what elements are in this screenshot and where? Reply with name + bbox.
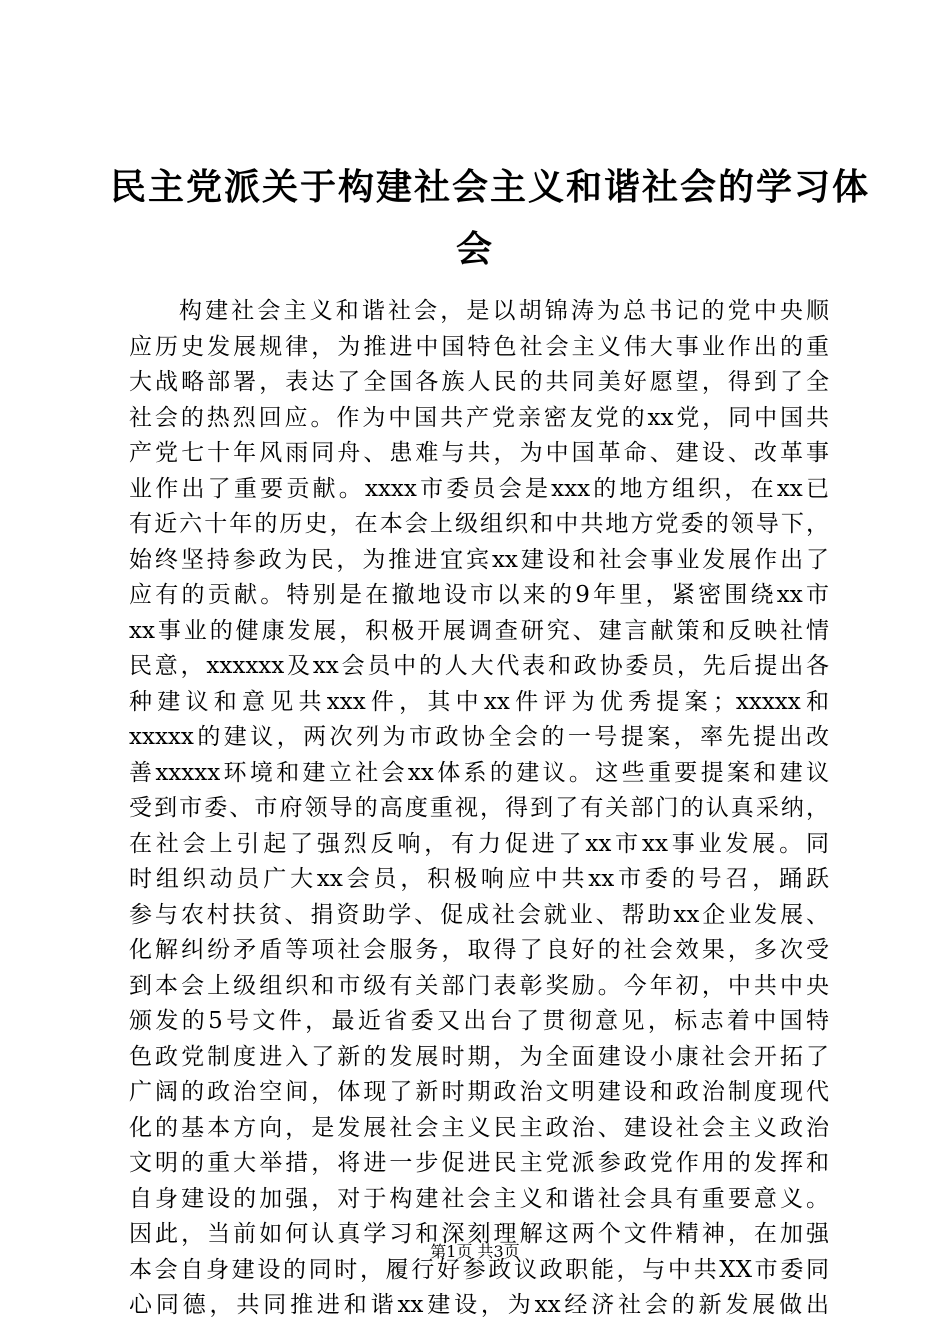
page-footer: 第1页 共3页 [430, 1242, 520, 1261]
body-line: 文明的重大举措，将进一步促进民主党派参政党作用的发挥和 [129, 1150, 829, 1176]
body-line: 在社会上引起了强烈反响，有力促进了xx市xx事业发展。同 [129, 830, 829, 857]
body-line: 自身建设的加强，对于构建社会主义和谐社会具有重要意义。 [129, 1185, 829, 1212]
body-line: 时组织动员广大xx会员，积极响应中共xx市委的号召，踊跃 [129, 866, 829, 892]
body-line: 因此，当前如何认真学习和深刻理解这两个文件精神，在加强 [129, 1221, 829, 1247]
body-line: 始终坚持参政为民，为推进宜宾xx建设和社会事业发展作出了 [129, 546, 829, 573]
document-title [110, 156, 871, 280]
body-line: 产党七十年风雨同舟、患难与共，为中国革命、建设、改革事 [129, 440, 829, 466]
title-line-2: 会 [455, 228, 494, 270]
body-line: 应有的贡献。特别是在撤地设市以来的9年里，紧密围绕xx市 [129, 582, 829, 608]
body-line: 有近六十年的历史，在本会上级组织和中共地方党委的领导下， [129, 511, 829, 537]
body-line: 参与农村扶贫、捐资助学、促成社会就业、帮助xx企业发展、 [129, 901, 829, 928]
body-line: 色政党制度进入了新的发展时期，为全面建设小康社会开拓了 [129, 1043, 829, 1070]
body-line: 化解纠纷矛盾等项社会服务，取得了良好的社会效果，多次受 [129, 937, 829, 963]
body-line: 心同德，共同推进和谐xx建设，为xx经济社会的新发展做出 [129, 1292, 829, 1318]
body-line: 到本会上级组织和市级有关部门表彰奖励。今年初，中共中央 [129, 972, 829, 999]
body-line: 业作出了重要贡献。xxxx市委员会是xxx的地方组织，在xx已 [129, 475, 829, 502]
body-line: 受到市委、市府领导的高度重视，得到了有关部门的认真采纳， [129, 795, 829, 821]
body-line: 化的基本方向，是发展社会主义民主政治、建设社会主义政治 [129, 1114, 829, 1141]
body-line: 善xxxxx环境和建立社会xx体系的建议。这些重要提案和建议 [129, 759, 829, 786]
body-line: xxxxx的建议，两次列为市政协全会的一号提案，率先提出改 [129, 724, 829, 750]
body-line: 民意，xxxxxx及xx会员中的人大代表和政协委员，先后提出各 [129, 653, 829, 679]
body-line: 广阔的政治空间，体现了新时期政治文明建设和政治制度现代 [129, 1079, 829, 1105]
body-line: 颁发的5号文件，最近省委又出台了贯彻意见，标志着中国特 [129, 1008, 829, 1034]
body-line: xx事业的健康发展，积极开展调查研究、建言献策和反映社情 [129, 617, 829, 644]
body-line: 本会自身建设的同时，履行好参政议政职能，与中共XX市委同 [129, 1256, 829, 1283]
body-line: 种建议和意见共xxx件，其中xx件评为优秀提案；xxxxx和 [129, 688, 829, 715]
document-body [129, 294, 829, 1324]
body-line: 社会的热烈回应。作为中国共产党亲密友党的xx党，同中国共 [129, 404, 829, 431]
title-line-1: 民主党派关于构建社会主义和谐社会的学习体 [110, 166, 871, 208]
body-line: 构建社会主义和谐社会，是以胡锦涛为总书记的党中央顺 [179, 298, 829, 324]
body-line: 应历史发展规律，为推进中国特色社会主义伟大事业作出的重 [129, 333, 829, 360]
body-line: 大战略部署，表达了全国各族人民的共同美好愿望，得到了全 [129, 369, 829, 395]
